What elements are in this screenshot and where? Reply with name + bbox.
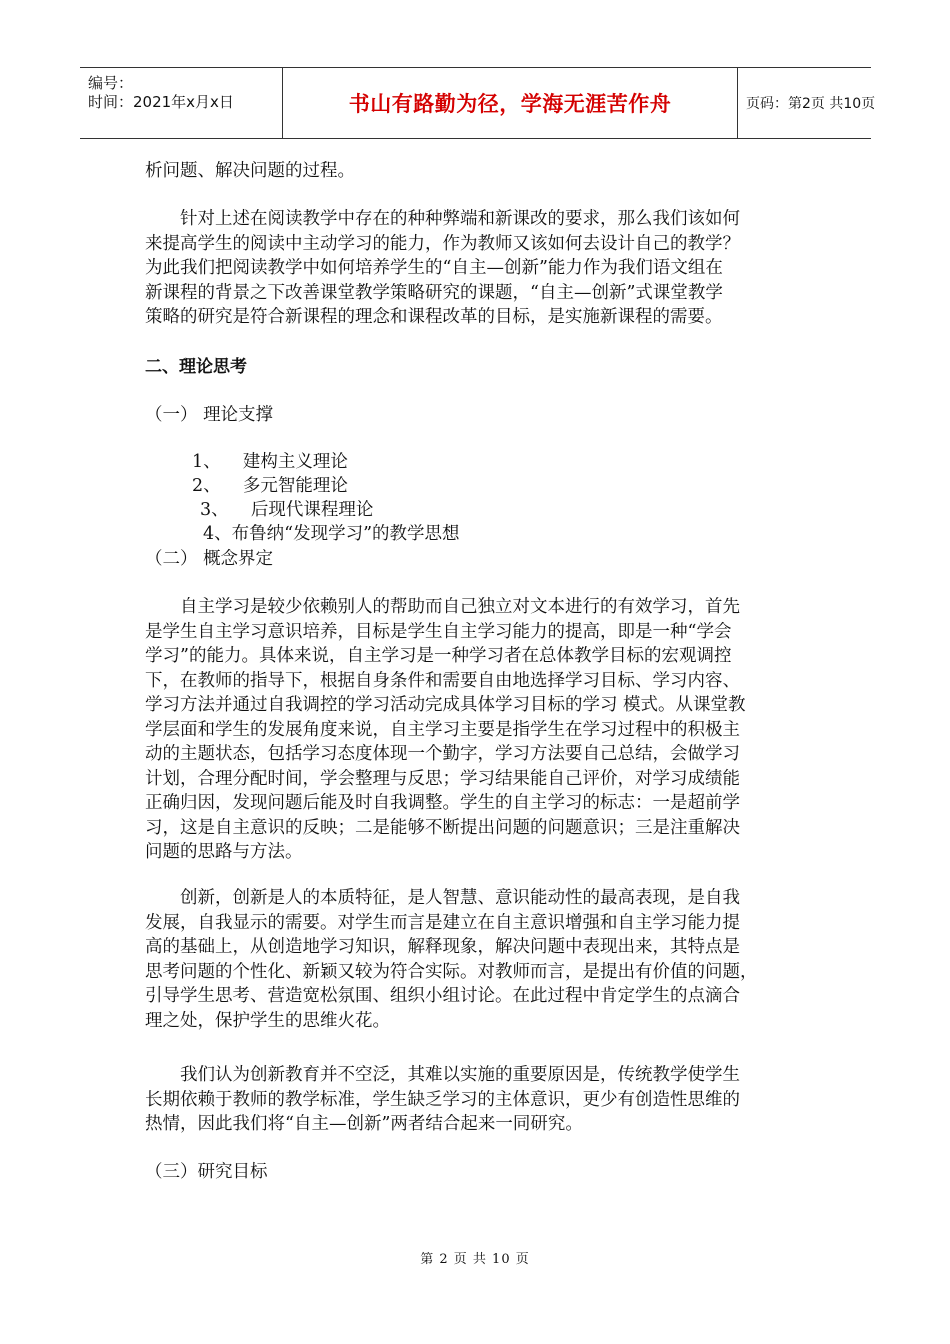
continuation-line: 析问题、解决问题的过程。 xyxy=(145,161,355,181)
paragraph-line: 学层面和学生的发展角度来说，自主学习主要是指学生在学习过程中的积极主 xyxy=(145,719,740,740)
paragraph-line: 来提高学生的阅读中主动学习的能力，作为教师又该如何去设计自己的教学？ xyxy=(145,233,740,254)
paragraph-line: 发展，自我显示的需要。对学生而言是建立在自主意识增强和自主学习能力提 xyxy=(145,912,740,933)
theory-item: 3、 后现代课程理论 xyxy=(200,500,374,520)
subsection-heading: （一） 理论支撑 xyxy=(145,405,274,425)
theory-item: 2、 多元智能理论 xyxy=(192,476,348,496)
paragraph-line: 新课程的背景之下改善课堂教学策略研究的课题，“自主—创新”式课堂教学 xyxy=(145,282,723,303)
paragraph-line: 问题的思路与方法。 xyxy=(145,842,303,862)
page-footer: 第 2 页 共 10 页 xyxy=(420,1252,530,1267)
paragraph-line: 下，在教师的指导下，根据自身条件和需要自由地选择学习目标、学习内容、 xyxy=(145,670,740,691)
paragraph-line: 思考问题的个性化、新颖又较为符合实际。对教师而言，是提出有价值的问题， xyxy=(145,961,758,982)
number-label: 编号： xyxy=(88,74,134,92)
paragraph-line: 针对上述在阅读教学中存在的种种弊端和新课改的要求，那么我们该如何 xyxy=(145,209,740,229)
subsection-heading: （二） 概念界定 xyxy=(145,549,274,569)
paragraph-line: 长期依赖于教师的教学标准，学生缺乏学习的主体意识，更少有创造性思维的 xyxy=(145,1089,740,1110)
paragraph-line: 动的主题状态，包括学习态度体现一个勤字，学习方法要自己总结，会做学习 xyxy=(145,744,740,764)
document-header xyxy=(80,67,876,139)
paragraph-line: 引导学生思考、营造宽松氛围、组织小组讨论。在此过程中肯定学生的点滴合 xyxy=(145,986,740,1006)
header-page-info: 页码：第2页 共10页 xyxy=(746,96,876,112)
header-meta-cell xyxy=(80,68,282,138)
paragraph-3 xyxy=(145,886,820,1033)
paragraph-line: 是学生自主学习意识培养，目标是学生自主学习能力的提高，即是一种“学会 xyxy=(145,621,732,642)
paragraph-line: 我们认为创新教育并不空泛，其难以实施的重要原因是，传统教学使学生 xyxy=(145,1065,740,1085)
section-heading: 二、理论思考 xyxy=(145,357,247,377)
paragraph-line: 热情，因此我们将“自主—创新”两者结合起来一同研究。 xyxy=(145,1114,583,1134)
subsection-heading: （三）研究目标 xyxy=(145,1162,268,1182)
paragraph-line: 学习方法并通过自我调控的学习活动完成具体学习目标的学习 模式。从课堂教 xyxy=(145,695,746,715)
paragraph-line: 高的基础上，从创造地学习知识，解释现象，解决问题中表现出来，其特点是 xyxy=(145,937,740,957)
paragraph-line: 计划，合理分配时间，学会整理与反思；学习结果能自己评价，对学习成绩能 xyxy=(145,768,740,789)
theory-item: 1、 建构主义理论 xyxy=(192,452,348,472)
date-label: 时间：2021年x月x日 xyxy=(88,93,234,111)
paragraph-line: 策略的研究是符合新课程的理念和课程改革的目标，是实施新课程的需要。 xyxy=(145,307,723,327)
paragraph-line: 习，这是自主意识的反映；二是能够不断提出问题的问题意识；三是注重解决 xyxy=(145,817,740,838)
paragraph-line: 正确归因，发现问题后能及时自我调整。学生的自主学习的标志：一是超前学 xyxy=(145,793,740,813)
paragraph-4 xyxy=(145,1063,820,1137)
theory-item: 4、布鲁纳“发现学习”的教学思想 xyxy=(203,524,460,544)
header-motto: 书山有路勤为径，学海无涯苦作舟 xyxy=(348,92,672,116)
paragraph-line: 为此我们把阅读教学中如何培养学生的“自主—创新”能力作为我们语文组在 xyxy=(145,258,723,278)
paragraph-line: 学习”的能力。具体来说，自主学习是一种学习者在总体教学目标的宏观调控 xyxy=(145,646,732,666)
paragraph-line: 创新，创新是人的本质特征，是人智慧、意识能动性的最高表现，是自我 xyxy=(145,888,740,908)
paragraph-line: 自主学习是较少依赖别人的帮助而自己独立对文本进行的有效学习，首先 xyxy=(145,597,740,617)
paragraph-1 xyxy=(145,207,820,330)
paragraph-line: 理之处，保护学生的思维火花。 xyxy=(145,1010,390,1031)
paragraph-2 xyxy=(145,595,820,865)
